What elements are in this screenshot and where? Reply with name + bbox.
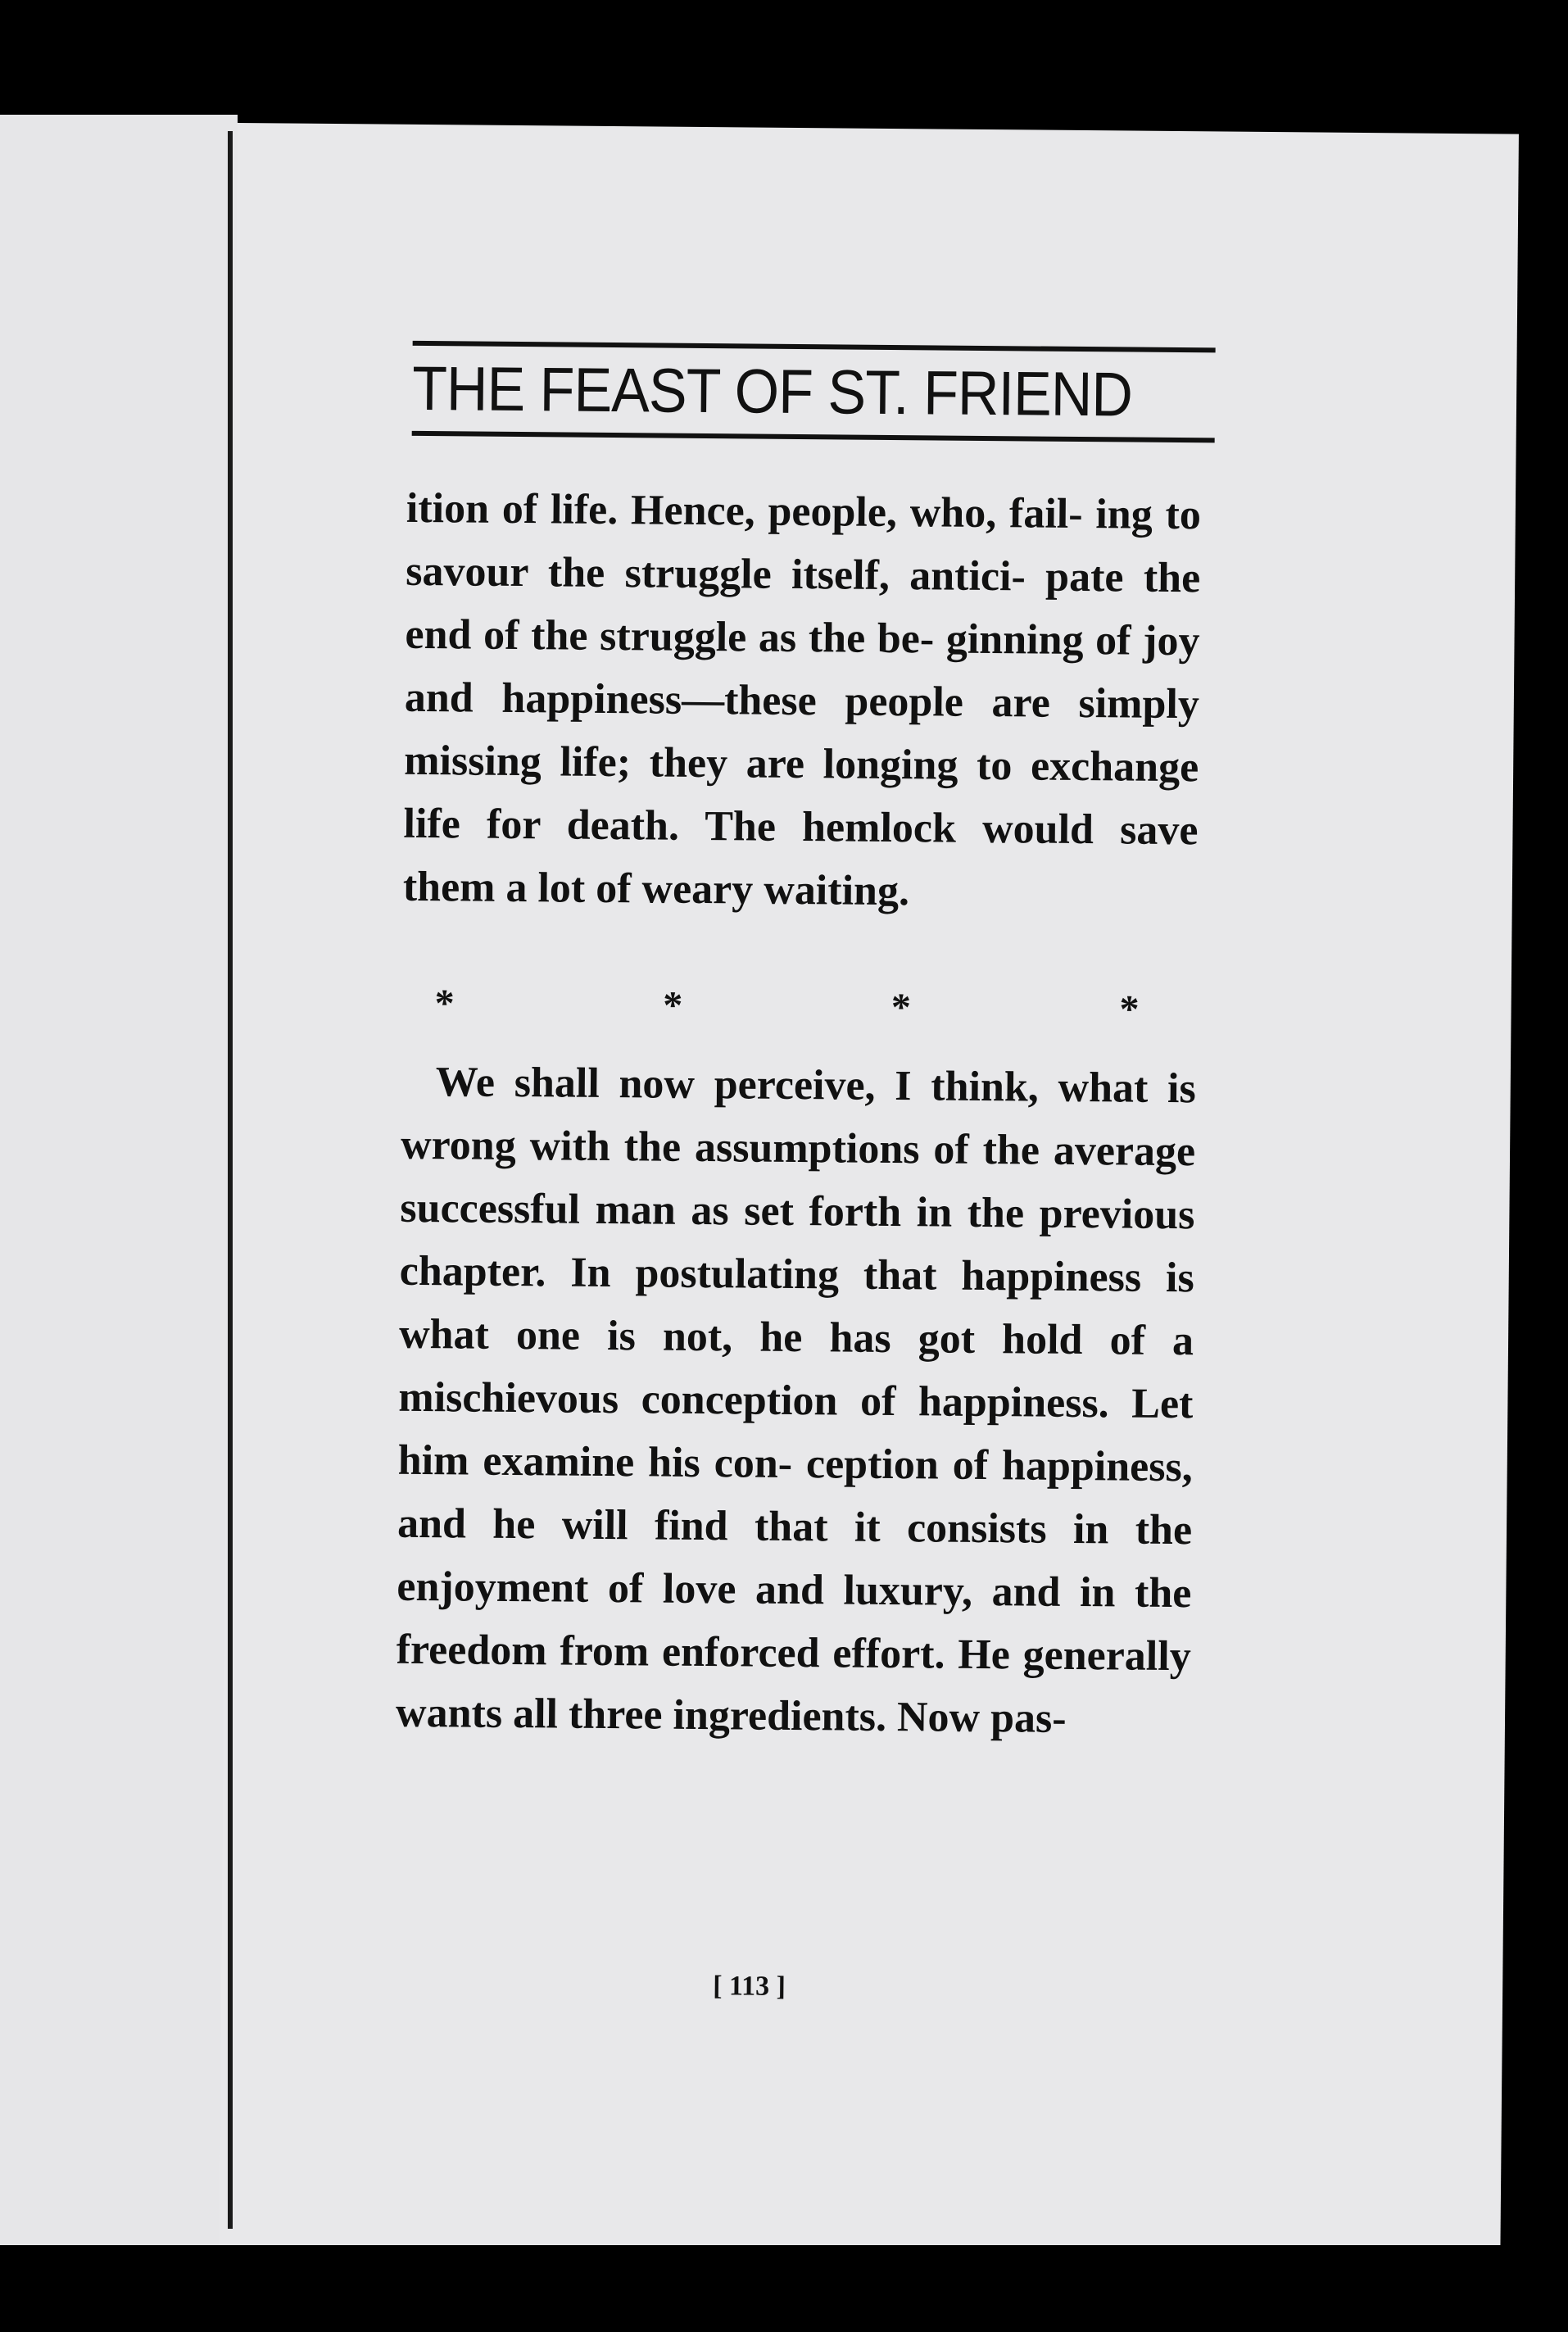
scan-border-top — [0, 0, 1568, 123]
asterisk: * — [890, 986, 912, 1030]
paragraph-continuation: ition of life. Hence, people, who, fail- ing to savour the struggle itself, antici- pate the end of the struggle as the be- ginning of joy and happiness—these people are simply missing life; they are longing to exchange life for death. The hemlock would save them a lot of weary waiting. — [402, 484, 1202, 915]
page-number: [ 113 ] — [713, 1971, 786, 2002]
running-head-title: THE FEAST OF ST. FRIEND — [411, 353, 1133, 430]
asterisk: * — [663, 983, 683, 1028]
running-head — [412, 341, 1216, 443]
section-break — [434, 981, 1139, 1032]
paragraph-new-section: We shall now perceive, I think, what is wrong with the assumptions of the average successful man as set forth in the previous chapter. In postulating that happiness is what one is not, he has got hold of a mischievous conception of happiness. Let him examine his con- ception of happiness, and he will find that it consists in the enjoyment of love and luxury, and in the freedom from enforced effort. He generally wants all three ingredients. Now pas- — [395, 1059, 1197, 1742]
asterisk: * — [434, 982, 455, 1026]
scan-border-bottom — [0, 2245, 1568, 2332]
asterisk: * — [1119, 987, 1140, 1032]
head-rule-top — [413, 341, 1216, 353]
head-rule-bottom — [412, 431, 1215, 443]
book-page — [219, 123, 1519, 2270]
facing-page-edge — [0, 115, 238, 2332]
scan-border-right — [1525, 123, 1568, 2332]
page-left-edge-line — [228, 131, 233, 2229]
